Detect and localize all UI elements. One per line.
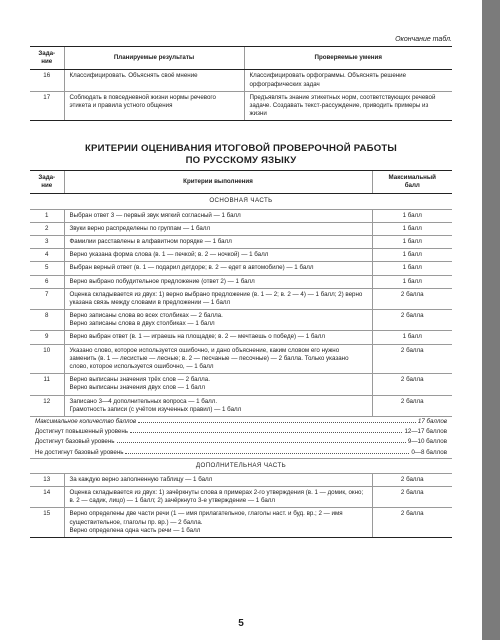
table-row — [30, 487, 452, 508]
max-points: 2 балла — [372, 288, 452, 309]
task-number: 10 — [30, 344, 64, 374]
summary-row — [30, 416, 452, 427]
summary-value: 12—17 баллов — [404, 428, 447, 436]
table-row — [30, 70, 452, 91]
table-row — [30, 91, 452, 121]
criterion-text: Верно выбрано побудительное предложение (ответ 2) — 1 балл — [64, 275, 372, 288]
max-points: 1 балл — [372, 262, 452, 275]
checked-skill: Классифицировать орфограммы. Объяснять решение орфографических задач — [244, 70, 452, 91]
table-row — [30, 395, 452, 416]
dot-leader — [117, 442, 406, 443]
criterion-text: Выбран ответ 3 — первый звук мягкий согласный — 1 балл — [64, 209, 372, 222]
task-number: 12 — [30, 395, 64, 416]
criterion-text: Выбран верный ответ (в. 1 — подарил детдоре; в. 2 — едет в автомобиле) — 1 балл — [64, 262, 372, 275]
criterion-text: Верно выбран ответ (в. 1 — играешь на площадке; в. 2 — мечтаешь о победе) — 1 балл — [64, 331, 372, 344]
summary-row — [30, 427, 452, 437]
table-row — [30, 374, 452, 395]
task-number: 8 — [30, 310, 64, 331]
summary-line — [35, 449, 447, 457]
criterion-text: Верно выписаны значения трёх слов — 2 балла. Верно выписаны значения двух слов — 1 балл — [64, 374, 372, 395]
task-number: 2 — [30, 222, 64, 235]
summary-line — [35, 418, 447, 426]
col-skills: Проверяемые умения — [244, 47, 452, 70]
max-points: 2 балла — [372, 344, 452, 374]
summary-value: 17 баллов — [417, 417, 447, 425]
table-row — [30, 508, 452, 538]
section-extra — [30, 458, 452, 473]
max-points: 1 балл — [372, 275, 452, 288]
page-edge-strip — [482, 0, 500, 640]
task-number: 14 — [30, 487, 64, 508]
plan-table-header — [30, 47, 452, 70]
task-number: 16 — [30, 70, 64, 91]
task-number: 5 — [30, 262, 64, 275]
dot-leader — [130, 432, 402, 433]
task-number: 4 — [30, 249, 64, 262]
summary-row — [30, 448, 452, 459]
col-max-points: Максимальный балл — [372, 171, 452, 194]
summary-cell — [30, 437, 452, 447]
summary-cell — [30, 448, 452, 459]
max-points: 2 балла — [372, 310, 452, 331]
criterion-text: Верно записаны слова во всех столбиках — 2 балла. Верно записаны слова в двух столбиках — 1 балл — [64, 310, 372, 331]
table-row — [30, 331, 452, 344]
max-points: 2 балла — [372, 487, 452, 508]
summary-label: Не достигнут базовый уровень — [35, 448, 124, 456]
criteria-heading — [30, 143, 452, 166]
table-row — [30, 344, 452, 374]
col-results: Планируемые результаты — [64, 47, 244, 70]
dot-leader — [138, 422, 416, 423]
summary-label: Максимальное количество баллов — [35, 417, 137, 425]
table-row — [30, 249, 452, 262]
planned-result: Соблюдать в повседневной жизни нормы речевого этикета и правила устного общения — [64, 91, 244, 121]
max-points: 1 балл — [372, 209, 452, 222]
criterion-text: За каждую верно заполненную таблицу — 1 балл — [64, 473, 372, 486]
heading-line-2: ПО РУССКОМУ ЯЗЫКУ — [185, 154, 297, 166]
criterion-text: Звуки верно распределены по группам — 1 балл — [64, 222, 372, 235]
criterion-text: Оценка складывается из двух: 1) верно выбрано предложение (в. 1 — 2; в. 2 — 4) — 1 балл; 2) верно указана связь между словами в предложении — 1 балл — [64, 288, 372, 309]
task-number: 1 — [30, 209, 64, 222]
criterion-text: Указано слово, которое используется ошибочно, и дано объяснение, каким словом его нужно заменить (в. 1 — лесистые — лесные; в. 2 — песчаные — песочные) — 2 балла. Только указано слово, которое используется ошибочно, — 1 балл — [64, 344, 372, 374]
task-number: 17 — [30, 91, 64, 121]
task-number: 6 — [30, 275, 64, 288]
criterion-text: Фамилии расставлены в алфавитном порядке — 1 балл — [64, 235, 372, 248]
summary-label: Достигнут базовый уровень — [35, 438, 115, 446]
table-row — [30, 288, 452, 309]
dot-leader — [125, 453, 409, 454]
criterion-text: Оценка складывается из двух: 1) зачёркнуты слова в примерах 2-го утверждения (в. 1 — домик, окно; в. 2 — садик, лицо) — 1 балл; 2) зачёркнуто 3-е утверждение — 1 балл — [64, 487, 372, 508]
criteria-table — [30, 170, 452, 538]
checked-skill: Предъявлять знание этикетных норм, соответствующих речевой задаче. Создавать текст-рассуждение, приводить примеры из жизни — [244, 91, 452, 121]
task-number: 15 — [30, 508, 64, 538]
summary-cell — [30, 427, 452, 437]
criterion-text: Верно определены две части речи (1 — имя прилагательное, глаголы наст. и буд. вр.; 2 — имя существительное, глаголы пр. вр.) — 2 балла. Верно определена одна часть речи — 1 балл — [64, 508, 372, 538]
plan-table — [30, 46, 452, 121]
section-main — [30, 194, 452, 209]
heading-line-1: КРИТЕРИИ ОЦЕНИВАНИЯ ИТОГОВОЙ ПРОВЕРОЧНОЙ РАБОТЫ — [84, 143, 398, 154]
max-points: 1 балл — [372, 331, 452, 344]
criterion-text: Записано 3—4 дополнительных вопроса — 1 балл. Грамотность записи (с учётом изученных правил) — 1 балл — [64, 395, 372, 416]
max-points: 2 балла — [372, 473, 452, 486]
planned-result: Классифицировать. Объяснять своё мнение — [64, 70, 244, 91]
max-points: 1 балл — [372, 249, 452, 262]
task-number: 13 — [30, 473, 64, 486]
table-row — [30, 222, 452, 235]
task-number: 11 — [30, 374, 64, 395]
max-points: 2 балла — [372, 374, 452, 395]
section-title: ОСНОВНАЯ ЧАСТЬ — [30, 194, 452, 209]
summary-cell — [30, 416, 452, 427]
col-criteria: Критерии выполнения — [64, 171, 372, 194]
col-task: Зада- ние — [30, 171, 64, 194]
max-points: 2 балла — [372, 395, 452, 416]
max-points: 2 балла — [372, 508, 452, 538]
table-row — [30, 275, 452, 288]
table-row — [30, 209, 452, 222]
summary-line — [35, 438, 447, 446]
table-row — [30, 473, 452, 486]
table-row — [30, 310, 452, 331]
summary-line — [35, 428, 447, 436]
summary-row — [30, 437, 452, 447]
task-number: 9 — [30, 331, 64, 344]
col-task: Зада- ние — [30, 47, 64, 70]
task-number: 3 — [30, 235, 64, 248]
max-points: 1 балл — [372, 235, 452, 248]
summary-value: 9—10 баллов — [407, 438, 447, 446]
page-number: 5 — [238, 618, 244, 629]
table-row — [30, 235, 452, 248]
table-row — [30, 262, 452, 275]
summary-label: Достигнут повышенный уровень — [35, 428, 128, 436]
criteria-table-header — [30, 171, 452, 194]
task-number: 7 — [30, 288, 64, 309]
summary-value: 0—8 баллов — [411, 448, 447, 456]
max-points: 1 балл — [372, 222, 452, 235]
continuation-note: Окончание табл. — [395, 36, 452, 43]
section-title: ДОПОЛНИТЕЛЬНАЯ ЧАСТЬ — [30, 458, 452, 473]
criterion-text: Верно указана форма слова (в. 1 — печкой; в. 2 — ночкой) — 1 балл — [64, 249, 372, 262]
